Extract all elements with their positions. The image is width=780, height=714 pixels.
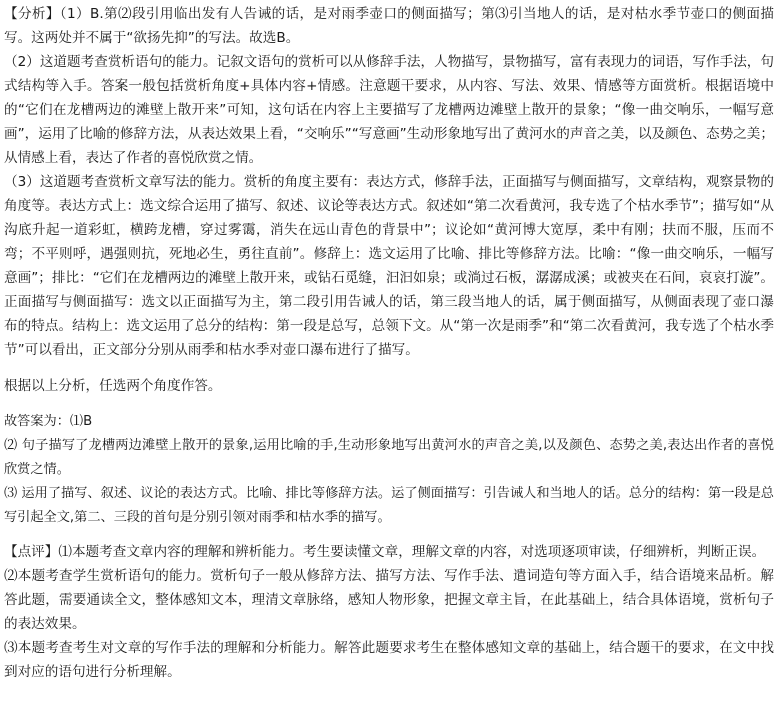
analysis-part-2: （2）这道题考查赏析语句的能力。记叙文语句的赏析可以从修辞手法，人物描写，景物描写，富有表现力的词语，写作手法，句式结构等入手。答案一般包括赏析角度+具体内容+情感。注意题干要求，从内容、写法、效果、情感等方面赏析。根据语境中的“它们在龙槽两边的滩壁上散开来”可知，这句话在内容上主要描写了龙槽两边滩壁上散开的景象；“像一曲交响乐，一幅写意画”，运用了比喻的修辞方法，从表达效果上看，“交响乐”“写意画”生动形象地写出了黄河水的声音之美，以及颜色、态势之美；从情感上看，表达了作者的喜悦欣赏之情。: [4, 54, 774, 166]
comment-1: 【点评】⑴本题考查文章内容的理解和辨析能力。考生要读懂文章，理解文章的内容，对选项逐项审读，仔细辨析，判断正误。: [4, 544, 766, 560]
comments-section: [4, 540, 774, 684]
instruction-text: 根据以上分析，任选两个角度作答。: [4, 378, 222, 394]
comment-2: ⑵本题考查学生赏析语句的能力。赏析句子一般从修辞方法、描写方法、写作手法、遣词造句等方面入手，结合语境来品析。解答此题，需要通读全文，整体感知文本，理清文章脉络，感知人物形象，把握文章主旨，在此基础上，结合具体语境，赏析句子的表达效果。: [4, 568, 774, 632]
answer-2: ⑵ 句子描写了龙槽两边滩壁上散开的景象,运用比喻的手,生动形象地写出黄河水的声音之美,以及颜色、态势之美,表达出作者的喜悦欣赏之情。: [4, 438, 774, 477]
analysis-part-3: （3）这道题考查赏析文章写法的能力。赏析的角度主要有：表达方式，修辞手法，正面描写与侧面描写，文章结构，观察景物的角度等。表达方式上：选文综合运用了描写、叙述、议论等表达方式。叙述如“第二次看黄河，我专选了个枯水季节”；描写如“从沟底升起一道彩虹，横跨龙槽，穿过雾霭，消失在远山青色的背景中”；议论如“黄河博大宽厚，柔中有刚；扶而不服，压而不弯；不平则呼，遇强则抗，死地必生，勇往直前”。修辞上：选文运用了比喻、排比等修辞方法。比喻：“像一曲交响乐，一幅写意画”；排比：“它们在龙槽两边的滩壁上散开来，或钻石觅缝，汩汩如泉；或淌过石板，潺潺成溪；或被夹在石间，哀哀打漩”。正面描写与侧面描写：选文以正面描写为主，第二段引用告诫人的话，第三段当地人的话，属于侧面描写，从侧面表现了壶口瀑布的特点。结构上：选文运用了总分的结构：第一段是总写，总领下文。从“第一次是雨季”和“第二次看黄河，我专选了个枯水季节”可以看出，正文部分分别从雨季和枯水季对壶口瀑布进行了描写。: [4, 174, 774, 358]
answers-section: [4, 410, 774, 530]
answer-3: ⑶ 运用了描写、叙述、议论的表达方式。比喻、排比等修辞方法。运了侧面描写：引告诫人和当地人的话。总分的结构：第一段是总写引起全文,第二、三段的首句是分别引领对雨季和枯水季的描写。: [4, 486, 774, 525]
analysis-section: [4, 2, 774, 362]
instruction-section: [4, 374, 774, 398]
analysis-part-1: 【分析】（1）B.第⑵段引用临出发有人告诫的话，是对雨季壶口的侧面描写；第⑶引当地人的话，是对枯水季节壶口的侧面描写。这两处并不属于“欲扬先抑”的写法。故选B。: [4, 6, 774, 46]
comment-3: ⑶本题考查考生对文章的写作手法的理解和分析能力。解答此题要求考生在整体感知文章的基础上，结合题干的要求，在文中找到对应的语句进行分析理解。: [4, 640, 774, 680]
answer-1: 故答案为：⑴B: [4, 414, 93, 429]
